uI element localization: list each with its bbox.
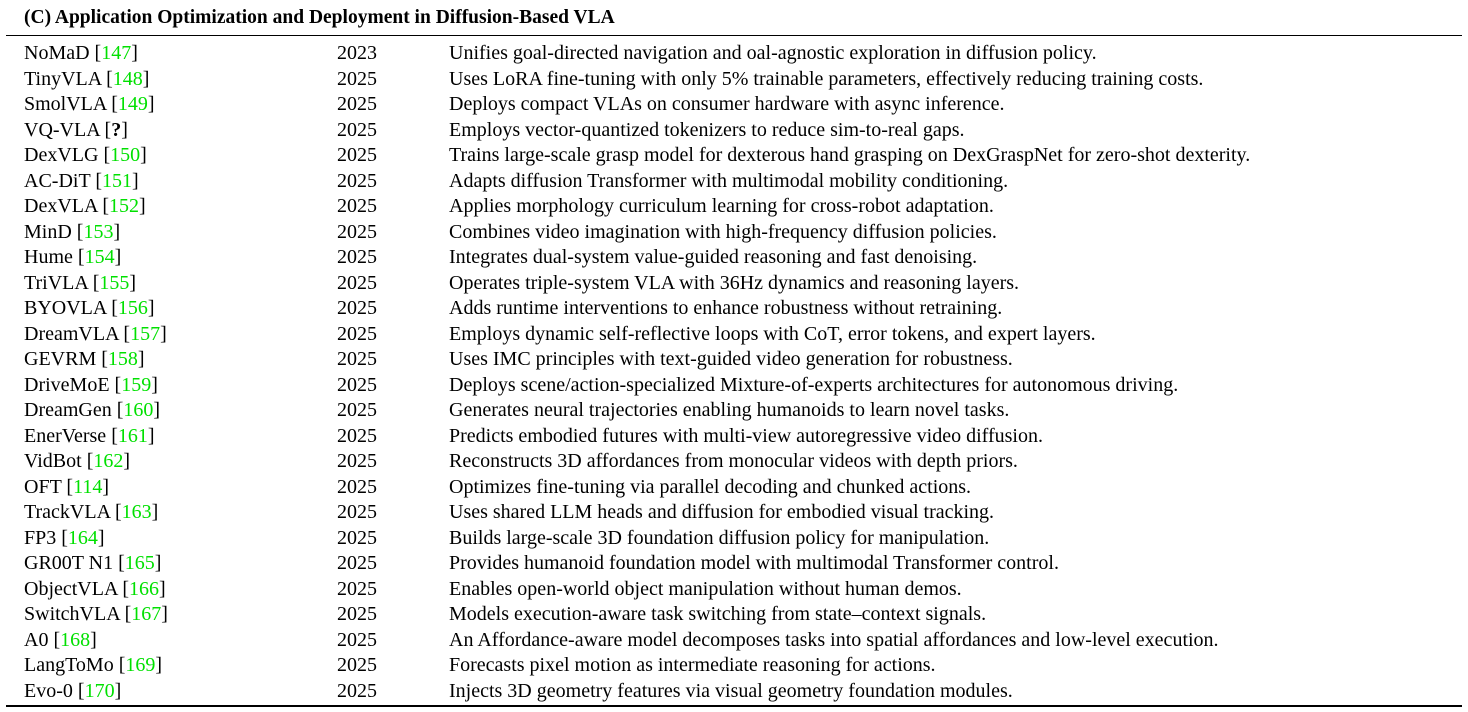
table-row [0, 143, 1468, 169]
year-cell: 2025 [337, 628, 377, 651]
citation-link[interactable]: 156 [117, 297, 148, 319]
model-name: DriveMoE [24, 373, 110, 396]
model-name: BYOVLA [24, 297, 107, 319]
table-row [0, 526, 1468, 552]
citation-link[interactable]: 169 [125, 654, 156, 676]
description-cell: Unifies goal-directed navigation and oal-agnostic exploration in diffusion policy. [449, 42, 1097, 64]
table-row [0, 398, 1468, 424]
table-row [0, 245, 1468, 271]
citation-link[interactable]: 152 [109, 195, 139, 217]
citation-link[interactable]: 166 [128, 577, 159, 600]
model-cell: AC-DiT [151] [24, 169, 139, 192]
year-cell: 2025 [337, 373, 377, 396]
year-cell: 2025 [337, 475, 377, 498]
citation-link[interactable]: 160 [123, 399, 154, 421]
citation-link[interactable]: 148 [112, 67, 143, 90]
description-cell: Enables open-world object manipulation without human demos. [449, 577, 962, 600]
citation-link[interactable]: 147 [101, 42, 132, 64]
table-row [0, 373, 1468, 399]
year-cell: 2025 [337, 501, 377, 523]
description-cell: Builds large-scale 3D foundation diffusion policy for manipulation. [449, 526, 990, 549]
year-cell: 2025 [337, 348, 377, 370]
table-row [0, 500, 1468, 526]
citation-link[interactable]: 154 [84, 246, 115, 268]
model-cell: SwitchVLA [167] [24, 603, 168, 625]
citation-link[interactable]: 114 [73, 475, 103, 498]
model-cell: MinD [153] [24, 220, 121, 243]
model-cell: DriveMoE [159] [24, 373, 158, 396]
table-row [0, 653, 1468, 679]
model-name: Evo-0 [24, 679, 73, 702]
model-cell: TrackVLA [163] [24, 501, 159, 523]
model-name: FP3 [24, 526, 57, 549]
table-row [0, 41, 1468, 67]
year-cell: 2025 [337, 552, 377, 574]
table-row [0, 628, 1468, 654]
year-cell: 2025 [337, 118, 377, 141]
model-name: A0 [24, 628, 49, 651]
model-name: VQ-VLA [24, 118, 100, 141]
description-cell: Predicts embodied futures with multi-view autoregressive video diffusion. [449, 424, 1043, 447]
table-row [0, 271, 1468, 297]
model-cell: NoMaD [147] [24, 42, 138, 64]
year-cell: 2025 [337, 577, 377, 600]
citation-link[interactable]: 164 [67, 526, 98, 549]
table-row [0, 602, 1468, 628]
citation-link[interactable]: 150 [110, 144, 141, 166]
description-cell: Uses LoRA fine-tuning with only 5% trainable parameters, effectively reducing training costs. [449, 67, 1204, 90]
year-cell: 2025 [337, 322, 377, 345]
year-cell: 2025 [337, 679, 377, 702]
description-cell: Adds runtime interventions to enhance robustness without retraining. [449, 297, 1003, 319]
model-name: DexVLA [24, 195, 98, 217]
description-cell: Combines video imagination with high-frequency diffusion policies. [449, 220, 997, 243]
year-cell: 2025 [337, 603, 377, 625]
model-name: EnerVerse [24, 424, 107, 447]
model-name: LangToMo [24, 654, 114, 676]
citation-link[interactable]: 155 [99, 271, 130, 294]
model-name: OFT [24, 475, 62, 498]
model-cell: SmolVLA [149] [24, 93, 155, 115]
model-cell: DexVLG [150] [24, 144, 147, 166]
model-name: AC-DiT [24, 169, 91, 192]
model-name: TriVLA [24, 271, 88, 294]
model-name: DreamGen [24, 399, 112, 421]
citation-link[interactable]: 157 [130, 322, 161, 345]
year-cell: 2025 [337, 246, 377, 268]
model-name: Hume [24, 246, 73, 268]
description-cell: Uses IMC principles with text-guided video generation for robustness. [449, 348, 1013, 370]
citation-link[interactable]: 170 [84, 679, 115, 702]
model-cell: DexVLA [152] [24, 195, 146, 217]
table-title: (C) Application Optimization and Deployment in Diffusion-Based VLA [24, 7, 615, 28]
model-cell: FP3 [164] [24, 526, 105, 549]
description-cell: Employs dynamic self-reflective loops with CoT, error tokens, and expert layers. [449, 322, 1096, 345]
model-name: GEVRM [24, 348, 97, 370]
description-cell: Reconstructs 3D affordances from monocular videos with depth priors. [449, 450, 1018, 472]
table-row [0, 169, 1468, 195]
description-cell: Trains large-scale grasp model for dexterous hand grasping on DexGraspNet for zero-shot dexterity. [449, 144, 1251, 166]
description-cell: Deploys scene/action-specialized Mixture-of-experts architectures for autonomous driving. [449, 373, 1179, 396]
citation-link[interactable]: 161 [117, 424, 148, 447]
model-cell: TriVLA [155] [24, 271, 137, 294]
year-cell: 2025 [337, 271, 377, 294]
year-cell: 2025 [337, 195, 377, 217]
model-cell: OFT [114] [24, 475, 110, 498]
description-cell: Generates neural trajectories enabling humanoids to learn novel tasks. [449, 399, 1010, 421]
description-cell: Employs vector-quantized tokenizers to reduce sim-to-real gaps. [449, 118, 965, 141]
year-cell: 2025 [337, 169, 377, 192]
description-cell: An Affordance-aware model decomposes tasks into spatial affordances and low-level execution. [449, 628, 1219, 651]
model-cell: DreamGen [160] [24, 399, 161, 421]
year-cell: 2025 [337, 297, 377, 319]
year-cell: 2025 [337, 93, 377, 115]
model-cell: LangToMo [169] [24, 654, 163, 676]
top-rule [6, 35, 1462, 36]
table-row [0, 679, 1468, 705]
citation-link[interactable]: 167 [131, 603, 162, 625]
citation-link[interactable]: 168 [60, 628, 91, 651]
table-body [0, 41, 1468, 704]
year-cell: 2025 [337, 654, 377, 676]
table-row [0, 577, 1468, 603]
model-name: SmolVLA [24, 93, 107, 115]
description-cell: Optimizes fine-tuning via parallel decoding and chunked actions. [449, 475, 972, 498]
model-cell: Evo-0 [170] [24, 679, 122, 702]
table-row [0, 118, 1468, 144]
table-row [0, 449, 1468, 475]
table-row [0, 194, 1468, 220]
table-row [0, 92, 1468, 118]
model-name: DexVLG [24, 144, 99, 166]
table-row [0, 67, 1468, 93]
model-cell: TinyVLA [148] [24, 67, 150, 90]
citation-link[interactable]: 159 [121, 373, 152, 396]
year-cell: 2025 [337, 450, 377, 472]
model-name: DreamVLA [24, 322, 119, 345]
table-row [0, 475, 1468, 501]
model-cell: VQ-VLA [?] [24, 118, 128, 141]
model-name: SwitchVLA [24, 603, 120, 625]
model-cell: VidBot [162] [24, 450, 131, 472]
table-row [0, 220, 1468, 246]
description-cell: Operates triple-system VLA with 36Hz dynamics and reasoning layers. [449, 271, 1020, 294]
citation-link[interactable]: 165 [124, 552, 155, 574]
description-cell: Deploys compact VLAs on consumer hardware with async inference. [449, 93, 1005, 115]
description-cell: Models execution-aware task switching from state–context signals. [449, 603, 987, 625]
year-cell: 2023 [337, 42, 377, 64]
description-cell: Injects 3D geometry features via visual geometry foundation modules. [449, 679, 1013, 702]
model-name: NoMaD [24, 42, 90, 64]
table-row [0, 296, 1468, 322]
citation-link[interactable]: 163 [121, 501, 152, 523]
model-cell: A0 [168] [24, 628, 97, 651]
model-name: ObjectVLA [24, 577, 118, 600]
model-cell: DreamVLA [157] [24, 322, 167, 345]
model-name: GR00T N1 [24, 552, 114, 574]
year-cell: 2025 [337, 67, 377, 90]
model-name: TrackVLA [24, 501, 110, 523]
model-cell: EnerVerse [161] [24, 424, 155, 447]
table-row [0, 424, 1468, 450]
table-row [0, 322, 1468, 348]
citation-link[interactable]: 162 [93, 450, 124, 472]
year-cell: 2025 [337, 220, 377, 243]
table-row [0, 551, 1468, 577]
model-cell: Hume [154] [24, 246, 122, 268]
description-cell: Uses shared LLM heads and diffusion for embodied visual tracking. [449, 501, 995, 523]
citation-link[interactable]: ? [111, 118, 122, 141]
year-cell: 2025 [337, 144, 377, 166]
citation-link[interactable]: 153 [83, 220, 114, 243]
model-cell: BYOVLA [156] [24, 297, 155, 319]
description-cell: Forecasts pixel motion as intermediate reasoning for actions. [449, 654, 936, 676]
year-cell: 2025 [337, 399, 377, 421]
description-cell: Provides humanoid foundation model with multimodal Transformer control. [449, 552, 1059, 574]
model-name: MinD [24, 220, 72, 243]
citation-link[interactable]: 151 [101, 169, 132, 192]
bottom-rule [6, 705, 1462, 707]
model-name: TinyVLA [24, 67, 102, 90]
table-row [0, 347, 1468, 373]
citation-link[interactable]: 149 [117, 93, 148, 115]
model-name: VidBot [24, 450, 82, 472]
model-cell: ObjectVLA [166] [24, 577, 166, 600]
year-cell: 2025 [337, 424, 377, 447]
year-cell: 2025 [337, 526, 377, 549]
description-cell: Integrates dual-system value-guided reasoning and fast denoising. [449, 246, 978, 268]
description-cell: Adapts diffusion Transformer with multimodal mobility conditioning. [449, 169, 1009, 192]
citation-link[interactable]: 158 [107, 348, 138, 370]
description-cell: Applies morphology curriculum learning for cross-robot adaptation. [449, 195, 994, 217]
model-cell: GR00T N1 [165] [24, 552, 162, 574]
model-cell: GEVRM [158] [24, 348, 145, 370]
